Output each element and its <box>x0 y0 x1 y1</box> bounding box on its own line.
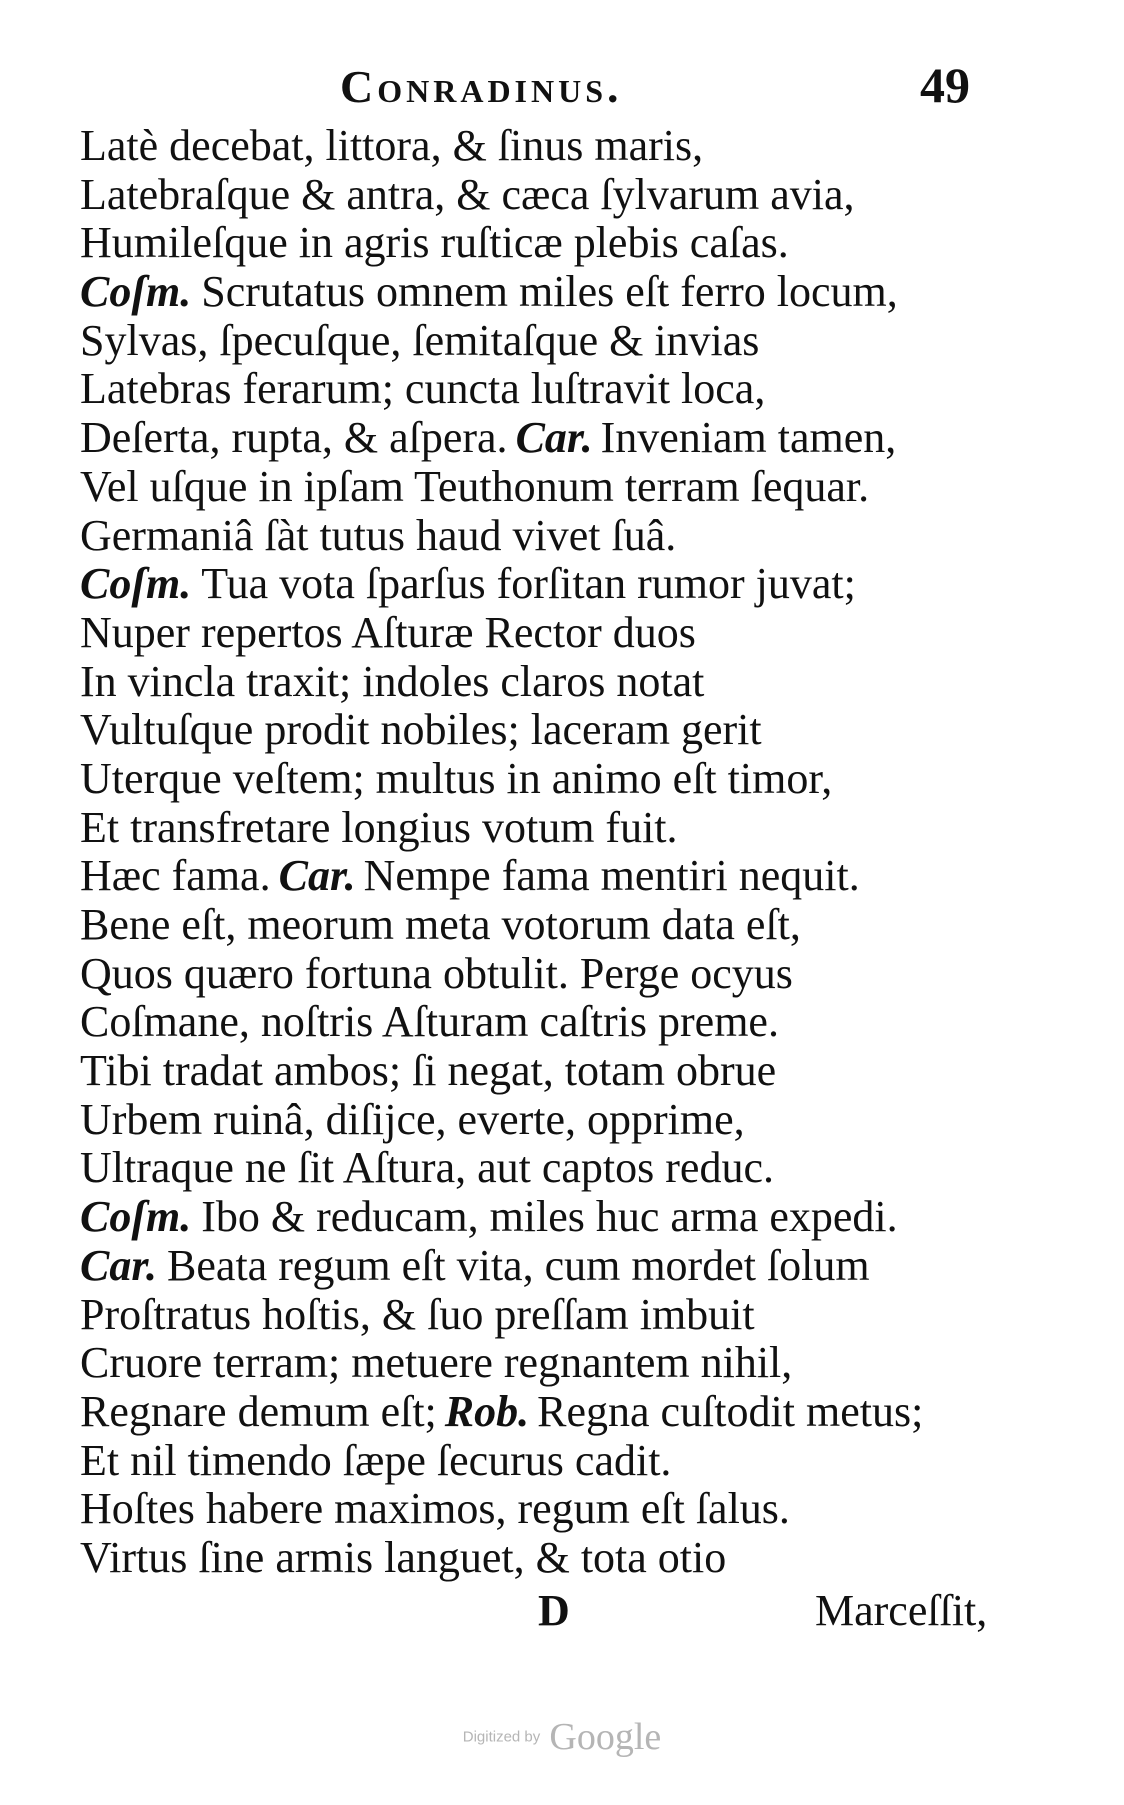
running-head <box>0 52 1124 112</box>
speaker-label: Car. <box>80 1241 158 1290</box>
line-text: Cruore terram; metuere regnantem nihil, <box>80 1339 793 1388</box>
verse-line <box>80 1144 1040 1193</box>
verse-line <box>80 560 1040 609</box>
speaker-label: Coſm. <box>80 560 192 609</box>
running-title: Conradinus. <box>340 61 623 112</box>
verse-line <box>80 755 1040 804</box>
speaker-label: Car. <box>278 852 356 901</box>
line-text: Urbem ruinâ, diſijce, everte, opprime, <box>80 1095 745 1144</box>
speaker-label: Car. <box>515 414 593 463</box>
verse-line <box>80 804 1040 853</box>
verse-text <box>80 122 1040 1583</box>
verse-line <box>80 950 1040 999</box>
verse-line <box>80 122 1040 171</box>
verse-line <box>80 463 1040 512</box>
verse-line <box>80 1339 1040 1388</box>
line-text: Vultuſque prodit nobiles; laceram gerit <box>80 706 762 755</box>
line-text: Proſtratus hoſtis, & ſuo preſſam imbuit <box>80 1290 755 1339</box>
line-text: Beata regum eſt vita, cum mordet ſolum <box>167 1241 870 1290</box>
line-text: Tua vota ſparſus forſitan rumor juvat; <box>201 560 856 609</box>
verse-line <box>80 1388 1040 1437</box>
verse-line <box>80 1193 1040 1242</box>
verse-line <box>80 1242 1040 1291</box>
line-text: Bene eſt, meorum meta votorum data eſt, <box>80 901 801 949</box>
page-number: 49 <box>920 57 970 113</box>
verse-line <box>80 512 1040 561</box>
speaker-label: Rob. <box>444 1387 530 1436</box>
line-text: Nempe fama mentiri nequit. <box>363 852 860 901</box>
line-text: Hoſtes habere maximos, regum eſt ſalus. <box>80 1485 790 1534</box>
line-text: Quos quæro fortuna obtulit. Perge ocyus <box>80 949 793 998</box>
line-text: Regnare demum eſt; <box>80 1387 437 1436</box>
verse-line <box>80 852 1040 901</box>
speaker-label: Coſm. <box>80 1193 192 1242</box>
line-text: Regna cuſtodit metus; <box>537 1387 924 1436</box>
signature-mark: D <box>538 1586 570 1635</box>
line-text: Coſmane, noſtris Aſturam caſtris preme. <box>80 998 779 1047</box>
verse-line <box>80 268 1040 317</box>
line-text: In vincla traxit; indoles claros notat <box>80 657 705 706</box>
verse-line <box>80 706 1040 755</box>
line-text: Nuper repertos Aſturæ Rector duos <box>80 608 696 657</box>
line-text: Scrutatus omnem miles eſt ferro locum, <box>201 268 898 317</box>
line-text: Germaniâ ſàt tutus haud vivet ſuâ. <box>80 511 677 560</box>
verse-line <box>80 609 1040 658</box>
digitized-by-label: Digitized by <box>462 1728 541 1746</box>
line-text: Tibi tradat ambos; ſi negat, totam obrue <box>80 1047 777 1096</box>
line-text: Ultraque ne ſit Aſtura, aut captos reduc. <box>80 1144 774 1193</box>
page-footer <box>0 1585 1124 1645</box>
verse-line <box>80 317 1040 366</box>
verse-line <box>80 1437 1040 1486</box>
verse-line <box>80 171 1040 220</box>
speaker-label: Coſm. <box>80 268 192 317</box>
verse-line <box>80 1534 1040 1583</box>
line-text: Hæc fama. <box>80 852 271 901</box>
line-text: Humileſque in agris ruſticæ plebis caſas. <box>80 219 789 268</box>
line-text: Latebras ferarum; cuncta luſtravit loca, <box>80 365 766 414</box>
verse-line <box>80 1096 1040 1145</box>
verse-line <box>80 658 1040 707</box>
line-text: Deſerta, rupta, & aſpera. <box>80 414 508 463</box>
verse-line <box>80 219 1040 268</box>
line-text: Vel uſque in ipſam Teuthonum terram ſequar. <box>80 462 870 511</box>
line-text: Latè decebat, littora, & ſinus maris, <box>80 122 704 170</box>
line-text: Inveniam tamen, <box>600 414 897 463</box>
verse-line <box>80 1485 1040 1534</box>
verse-line <box>80 414 1040 463</box>
line-text: Sylvas, ſpecuſque, ſemitaſque & invias <box>80 316 760 365</box>
verse-line <box>80 1047 1040 1096</box>
digitization-watermark <box>0 1715 1124 1759</box>
line-text: Et transfretare longius votum fuit. <box>80 803 678 852</box>
line-text: Et nil timendo ſæpe ſecurus cadit. <box>80 1436 672 1485</box>
verse-line <box>80 998 1040 1047</box>
verse-line <box>80 365 1040 414</box>
line-text: Uterque veſtem; multus in animo eſt timor, <box>80 754 833 803</box>
google-logo: Google <box>549 1716 662 1758</box>
line-text: Latebraſque & antra, & cæca ſylvarum avia, <box>80 170 855 219</box>
line-text: Virtus ſine armis languet, & tota otio <box>80 1533 727 1582</box>
catchword: Marceſſit, <box>815 1586 988 1635</box>
verse-line <box>80 1291 1040 1340</box>
line-text: Ibo & reducam, miles huc arma expedi. <box>201 1193 898 1242</box>
verse-line <box>80 901 1040 950</box>
